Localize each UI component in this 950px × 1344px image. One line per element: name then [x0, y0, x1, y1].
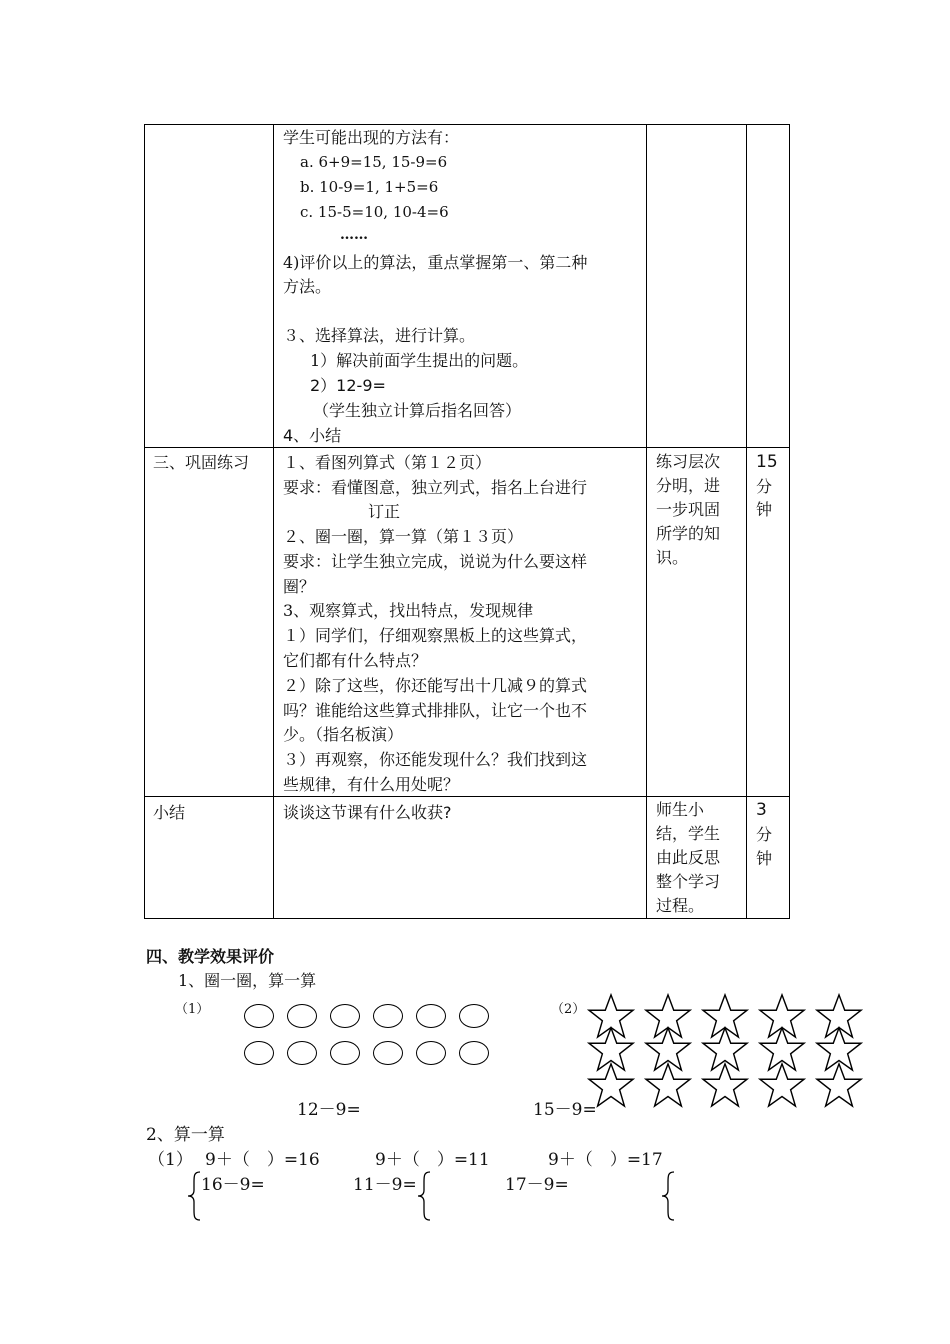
row2-line: ３）再观察，你还能发现什么？我们找到这 [283, 750, 588, 769]
q1-title: 1、圈一圈，算一算 [178, 971, 317, 990]
brace-shape [416, 1170, 432, 1222]
table-row-divider-2 [144, 796, 790, 797]
row1-line: 4、小结 [283, 426, 342, 445]
row1-line: 1）解决前面学生提出的问题。 [310, 351, 529, 370]
row1-line: 4)评价以上的算法，重点掌握第一、第二种 [283, 253, 588, 272]
row3-line: 谈谈这节课有什么收获? [283, 803, 452, 822]
table-border-top [144, 124, 790, 125]
circle-shape [373, 1041, 403, 1065]
row1-line: c. 15-5=10, 10-4=6 [300, 203, 449, 221]
q1-part2-label: （2） [551, 1002, 586, 1017]
row1-line: …… [340, 227, 368, 243]
section-heading: 四、教学效果评价 [146, 947, 275, 966]
row2-line: 圈？ [283, 577, 316, 596]
row2-line: 订正 [368, 502, 401, 521]
row1-line: 2）12-9= [310, 376, 386, 395]
star-icon [758, 1062, 806, 1108]
row2-intent: 分明，进 [656, 476, 721, 495]
table-col-divider-1 [273, 124, 274, 919]
q2-line1-prefix: （1） [148, 1150, 193, 1170]
row3-intent: 由此反思 [656, 848, 721, 867]
row1-line: （学生独立计算后指名回答） [313, 401, 522, 420]
row3-intent: 结，学生 [656, 824, 721, 843]
circle-shape [244, 1004, 274, 1028]
brace-shape [186, 1170, 202, 1222]
brace-shape [660, 1170, 676, 1222]
circle-shape [459, 1004, 489, 1028]
row1-line: b. 10-9=1, 1+5=6 [300, 178, 439, 196]
row1-line: ３、选择算法，进行计算。 [283, 326, 476, 345]
q2-eq-c: 9＋（ ）=17 [548, 1150, 663, 1170]
row2-line: １）同学们，仔细观察黑板上的这些算式， [283, 626, 588, 645]
star-icon [815, 1062, 863, 1108]
row2-time: 钟 [756, 500, 773, 519]
table-border-bottom [144, 918, 790, 919]
row2-intent: 一步巩固 [656, 500, 721, 519]
q2-eq-b: 9＋（ ）=11 [375, 1150, 490, 1170]
circle-shape [416, 1041, 446, 1065]
row2-intent: 所学的知 [656, 524, 721, 543]
row1-line: 方法。 [283, 277, 332, 296]
row2-intent: 识。 [656, 548, 689, 567]
circle-shape [244, 1041, 274, 1065]
q1-eq2: 15－9= [533, 1100, 597, 1120]
q1-eq1: 12－9= [297, 1100, 361, 1120]
circle-shape [330, 1004, 360, 1028]
row3-intent: 整个学习 [656, 872, 721, 891]
row2-line: 少。（指名板演） [283, 725, 404, 744]
row3-time: 3 [756, 800, 767, 820]
row2-stage: 三、巩固练习 [153, 453, 250, 472]
row2-line: ２、圈一圈，算一算（第１３页） [283, 527, 524, 546]
star-icon [701, 1062, 749, 1108]
table-col-divider-3 [746, 124, 747, 919]
q2-eq-d: 16－9= [201, 1175, 265, 1195]
circle-shape [287, 1041, 317, 1065]
table-border-left [144, 124, 145, 919]
row2-time: 分 [756, 477, 773, 496]
q2-eq-a: 9＋（ ）=16 [205, 1150, 320, 1170]
circle-shape [459, 1041, 489, 1065]
row1-line: a. 6+9=15, 15-9=6 [300, 153, 448, 171]
row2-line: １、看图列算式（第１２页） [283, 453, 492, 472]
circle-shape [373, 1004, 403, 1028]
q2-eq-f: 17－9= [505, 1175, 569, 1195]
q2-eq-e: 11－9= [353, 1175, 417, 1195]
row3-intent: 师生小 [656, 800, 705, 819]
row2-line: 它们都有什么特点？ [283, 651, 428, 670]
row3-time: 分 [756, 825, 773, 844]
circle-shape [416, 1004, 446, 1028]
circle-shape [287, 1004, 317, 1028]
row2-line: 要求：看懂图意，独立列式，指名上台进行 [283, 478, 588, 497]
row2-time: 15 [756, 452, 778, 472]
row3-stage: 小结 [153, 803, 186, 822]
row3-time: 钟 [756, 849, 773, 868]
row1-line: 学生可能出现的方法有： [283, 128, 460, 147]
q2-title: 2、算一算 [146, 1125, 225, 1145]
circle-shape [330, 1041, 360, 1065]
table-border-right [789, 124, 790, 919]
table-row-divider-1 [144, 447, 790, 448]
row2-intent: 练习层次 [656, 452, 721, 471]
row2-line: 些规律，有什么用处呢？ [283, 775, 460, 794]
q1-part1-label: （1） [175, 1002, 210, 1017]
star-icon [644, 1062, 692, 1108]
row2-line: 要求：让学生独立完成，说说为什么要这样 [283, 552, 588, 571]
row2-line: 3、观察算式，找出特点，发现规律 [283, 601, 534, 620]
row2-line: ２）除了这些，你还能写出十几减９的算式 [283, 676, 588, 695]
row3-intent: 过程。 [656, 896, 705, 915]
table-col-divider-2 [646, 124, 647, 919]
row2-line: 吗？谁能给这些算式排排队，让它一个也不 [283, 701, 588, 720]
